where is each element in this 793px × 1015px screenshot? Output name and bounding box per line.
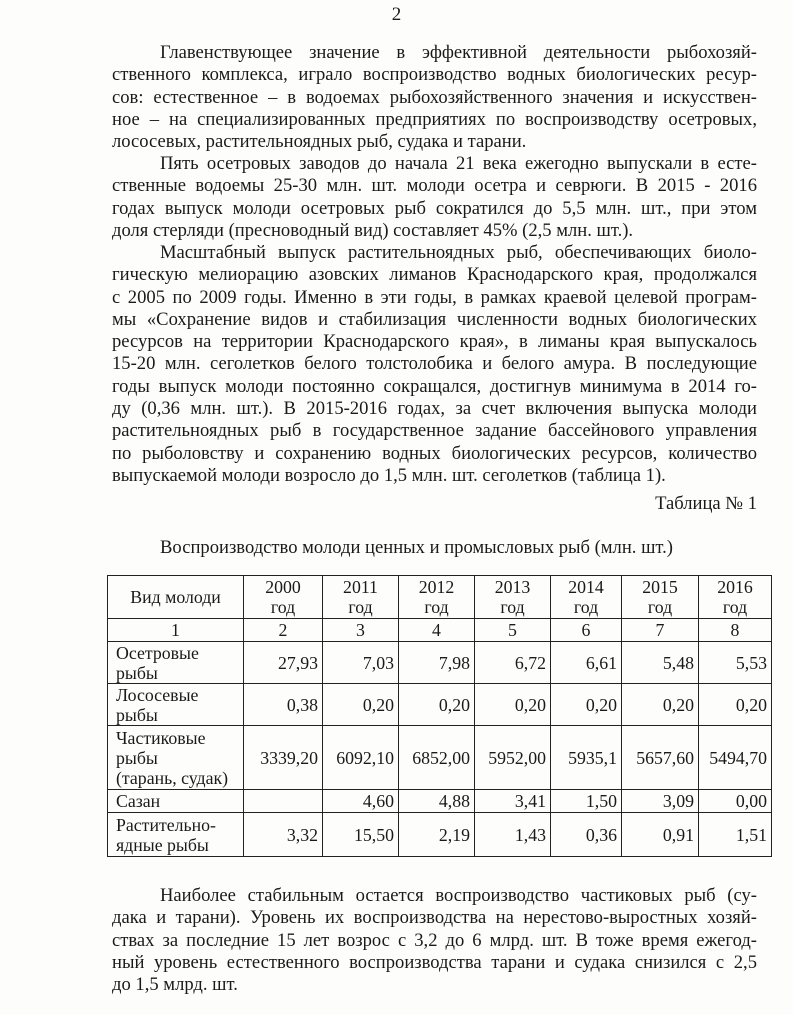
species-name: Частиковые рыбы (тарань, судак) (108, 726, 244, 790)
value-cell: 1,51 (699, 813, 772, 857)
table-row (108, 642, 772, 684)
value-cell: 6092,10 (323, 726, 399, 790)
table-index-row (108, 619, 772, 642)
header-year-cell: 2011 год (323, 576, 399, 619)
value-cell: 0,20 (551, 684, 622, 726)
value-cell: 5494,70 (699, 726, 772, 790)
header-year-cell: 2016 год (699, 576, 772, 619)
value-cell: 27,93 (244, 642, 323, 684)
text-line: Пять осетровых заводов до начала 21 века ежегодно выпускали в есте- (160, 153, 757, 174)
text-line: ресурсов на территории Краснодарского края», в лиманы края выпускалось (112, 331, 757, 353)
index-cell: 4 (399, 619, 475, 642)
value-cell: 3,09 (622, 790, 699, 813)
text-line: годах выпуск молоди осетровых рыб сократился до 5,5 млн. шт., при этом (112, 197, 757, 219)
text-line: лососевых, растительноядных рыб, судака и тарани. (112, 131, 527, 153)
text-line: ственные водоемы 25-30 млн. шт. молоди осетра и севрюги. В 2015 - 2016 (112, 175, 757, 197)
value-cell: 5,48 (622, 642, 699, 684)
text-line: доля стерляди (пресноводный вид) составляет 45% (2,5 млн. шт.). (112, 219, 634, 241)
value-cell: 3339,20 (244, 726, 323, 790)
paragraph-4 (112, 885, 757, 996)
text-line: выпускаемой молоди возросло до 1,5 млн. шт. сеголетков (таблица 1). (112, 464, 666, 486)
text-line: ное – на специализированных предприятиях по воспроизводству осетровых, (112, 108, 757, 130)
value-cell: 2,19 (399, 813, 475, 857)
text-line: ствах за последние 15 лет возрос с 3,2 до 6 млрд. шт. В тоже время ежегод- (112, 929, 757, 951)
text-line: мы «Сохранение видов и стабилизация численности водных биологических (112, 308, 757, 330)
value-cell: 5952,00 (475, 726, 551, 790)
value-cell: 6,61 (551, 642, 622, 684)
value-cell: 0,00 (699, 790, 772, 813)
page-number: 2 (391, 4, 402, 25)
header-year-cell: 2012 год (399, 576, 475, 619)
table-row (108, 813, 772, 857)
text-line: Главенствующее значение в эффективной деятельности рыбохозяй- (160, 42, 757, 63)
table-row (108, 726, 772, 790)
text-line: растительноядных рыб в государственное задание бассейнового управления (112, 420, 757, 442)
value-cell: 7,98 (399, 642, 475, 684)
text-line: ду (0,36 млн. шт.). В 2015-2016 годах, за счет включения выпуска молоди (112, 398, 757, 420)
index-cell: 2 (244, 619, 323, 642)
value-cell: 6,72 (475, 642, 551, 684)
value-cell: 1,43 (475, 813, 551, 857)
species-name: Лососевые рыбы (108, 684, 244, 726)
value-cell: 3,32 (244, 813, 323, 857)
text-line: гическую мелиорацию азовских лиманов Краснодарского края, продолжался (112, 264, 757, 286)
value-cell: 7,03 (323, 642, 399, 684)
paragraph-3 (112, 242, 757, 487)
value-cell: 0,20 (699, 684, 772, 726)
paragraph-2 (112, 153, 757, 242)
header-year-cell: 2014 год (551, 576, 622, 619)
text-line: ный уровень естественного воспроизводства тарани и судака снизился с 2,5 (112, 951, 757, 973)
text-line: Наиболее стабильным остается воспроизводство частиковых рыб (су- (160, 885, 757, 906)
header-year-cell: 2013 год (475, 576, 551, 619)
text-line: сов: естественное – в водоемах рыбохозяйственного значения и искусствен- (112, 86, 757, 108)
table-row (108, 790, 772, 813)
text-line: ственного комплекса, играло воспроизводство водных биологических ресур- (112, 64, 757, 86)
text-line: Масштабный выпуск растительноядных рыб, обеспечивающих биоло- (160, 242, 757, 263)
index-cell: 5 (475, 619, 551, 642)
header-species: Вид молоди (108, 576, 244, 619)
value-cell: 6852,00 (399, 726, 475, 790)
text-line: по рыболовству и сохранению водных биологических ресурсов, количество (112, 442, 757, 464)
header-year-cell: 2015 год (622, 576, 699, 619)
index-cell: 1 (108, 619, 244, 642)
species-name: Осетровые рыбы (108, 642, 244, 684)
table-row (108, 684, 772, 726)
value-cell: 3,41 (475, 790, 551, 813)
value-cell: 5657,60 (622, 726, 699, 790)
table-header-row (108, 576, 772, 619)
index-cell: 8 (699, 619, 772, 642)
value-cell: 0,20 (323, 684, 399, 726)
index-cell: 7 (622, 619, 699, 642)
index-cell: 6 (551, 619, 622, 642)
text-line: годы выпуск молоди постоянно сокращался, достигнув минимума в 2014 го- (112, 375, 757, 397)
value-cell (244, 790, 323, 813)
value-cell: 0,38 (244, 684, 323, 726)
text-line: 15-20 млн. сеголетков белого толстолобика и белого амура. В последующие (112, 353, 757, 375)
value-cell: 5935,1 (551, 726, 622, 790)
value-cell: 0,91 (622, 813, 699, 857)
paragraph-1 (112, 42, 757, 153)
value-cell: 4,60 (323, 790, 399, 813)
value-cell: 0,20 (475, 684, 551, 726)
data-table (107, 575, 772, 857)
value-cell: 1,50 (551, 790, 622, 813)
value-cell: 0,20 (622, 684, 699, 726)
species-name: Растительно- ядные рыбы (108, 813, 244, 857)
value-cell: 15,50 (323, 813, 399, 857)
value-cell: 0,36 (551, 813, 622, 857)
table-caption: Воспроизводство молоди ценных и промысловых рыб (млн. шт.) (160, 537, 673, 558)
table-label: Таблица № 1 (655, 493, 757, 514)
species-name: Сазан (108, 790, 244, 813)
header-year-cell: 2000 год (244, 576, 323, 619)
value-cell: 5,53 (699, 642, 772, 684)
text-line: до 1,5 млрд. шт. (112, 974, 238, 996)
index-cell: 3 (323, 619, 399, 642)
value-cell: 0,20 (399, 684, 475, 726)
text-line: дака и тарани). Уровень их воспроизводства на нерестово-выростных хозяй- (112, 907, 757, 929)
text-line: с 2005 по 2009 годы. Именно в эти годы, в рамках краевой целевой програм- (112, 286, 757, 308)
value-cell: 4,88 (399, 790, 475, 813)
